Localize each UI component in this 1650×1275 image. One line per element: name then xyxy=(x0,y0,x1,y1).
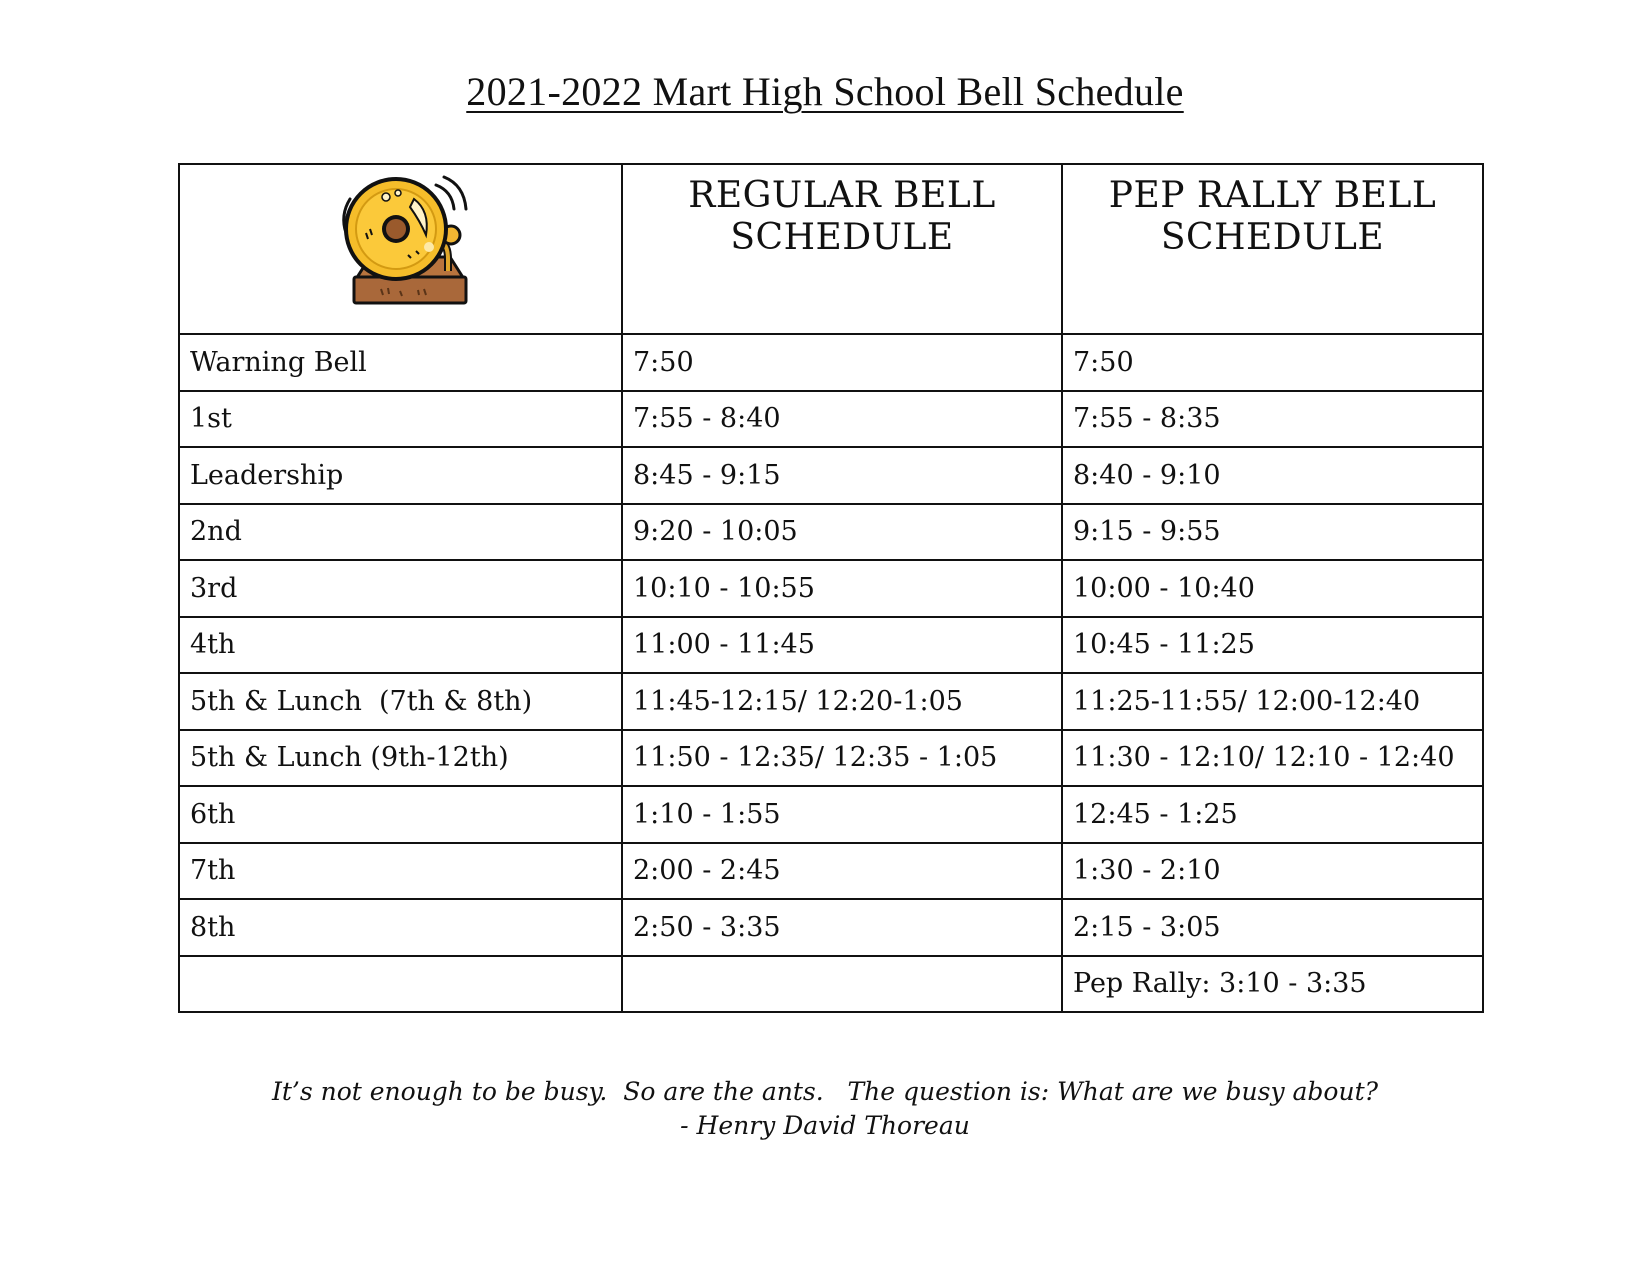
bell-schedule-table xyxy=(178,163,1484,1013)
quote-author: - Henry David Thoreau xyxy=(680,1111,970,1140)
pep-time-cell: 12:45 - 1:25 xyxy=(1062,786,1483,843)
period-cell: 3rd xyxy=(179,560,622,617)
table-row xyxy=(179,843,1483,900)
regular-time-cell: 1:10 - 1:55 xyxy=(622,786,1062,843)
table-row xyxy=(179,899,1483,956)
period-cell: 8th xyxy=(179,899,622,956)
pep-time-cell: 1:30 - 2:10 xyxy=(1062,843,1483,900)
pep-time-cell: 7:50 xyxy=(1062,334,1483,391)
table-row xyxy=(179,391,1483,448)
table-row xyxy=(179,673,1483,730)
period-cell: 5th & Lunch (9th-12th) xyxy=(179,730,622,787)
bell-image-cell xyxy=(179,164,622,334)
period-cell: 4th xyxy=(179,617,622,674)
quote-text: It’s not enough to be busy. So are the ants. The question is: What are we busy about? xyxy=(271,1077,1379,1106)
table-row xyxy=(179,786,1483,843)
regular-schedule-header: REGULAR BELL SCHEDULE xyxy=(622,164,1062,334)
regular-time-cell: 2:50 - 3:35 xyxy=(622,899,1062,956)
pep-time-cell: 10:00 - 10:40 xyxy=(1062,560,1483,617)
period-cell: Leadership xyxy=(179,447,622,504)
period-cell: Warning Bell xyxy=(179,334,622,391)
quote-block xyxy=(0,1075,1650,1143)
table-row xyxy=(179,730,1483,787)
regular-time-cell: 11:00 - 11:45 xyxy=(622,617,1062,674)
pep-time-cell: 7:55 - 8:35 xyxy=(1062,391,1483,448)
page-title: 2021-2022 Mart High School Bell Schedule xyxy=(466,69,1184,114)
regular-time-cell: 7:50 xyxy=(622,334,1062,391)
pep-time-cell: 10:45 - 11:25 xyxy=(1062,617,1483,674)
table-row xyxy=(179,334,1483,391)
period-cell: 7th xyxy=(179,843,622,900)
table-header-row xyxy=(179,164,1483,334)
table-row xyxy=(179,504,1483,561)
period-cell: 6th xyxy=(179,786,622,843)
pep-time-cell: 11:25-11:55/ 12:00-12:40 xyxy=(1062,673,1483,730)
pep-time-cell: 11:30 - 12:10/ 12:10 - 12:40 xyxy=(1062,730,1483,787)
period-cell: 5th & Lunch (7th & 8th) xyxy=(179,673,622,730)
regular-time-cell: 7:55 - 8:40 xyxy=(622,391,1062,448)
regular-time-cell: 8:45 - 9:15 xyxy=(622,447,1062,504)
regular-time-cell: 2:00 - 2:45 xyxy=(622,843,1062,900)
pep-rally-schedule-header: PEP RALLY BELL SCHEDULE xyxy=(1062,164,1483,334)
regular-time-cell: 10:10 - 10:55 xyxy=(622,560,1062,617)
school-bell-icon xyxy=(326,171,476,321)
period-cell xyxy=(179,956,622,1013)
pep-time-cell: 2:15 - 3:05 xyxy=(1062,899,1483,956)
pep-time-cell: Pep Rally: 3:10 - 3:35 xyxy=(1062,956,1483,1013)
period-cell: 2nd xyxy=(179,504,622,561)
pep-time-cell: 8:40 - 9:10 xyxy=(1062,447,1483,504)
regular-time-cell: 11:50 - 12:35/ 12:35 - 1:05 xyxy=(622,730,1062,787)
pep-time-cell: 9:15 - 9:55 xyxy=(1062,504,1483,561)
table-row xyxy=(179,560,1483,617)
table-row xyxy=(179,617,1483,674)
regular-time-cell: 11:45-12:15/ 12:20-1:05 xyxy=(622,673,1062,730)
regular-time-cell xyxy=(622,956,1062,1013)
table-row xyxy=(179,447,1483,504)
period-cell: 1st xyxy=(179,391,622,448)
regular-time-cell: 9:20 - 10:05 xyxy=(622,504,1062,561)
table-row xyxy=(179,956,1483,1013)
